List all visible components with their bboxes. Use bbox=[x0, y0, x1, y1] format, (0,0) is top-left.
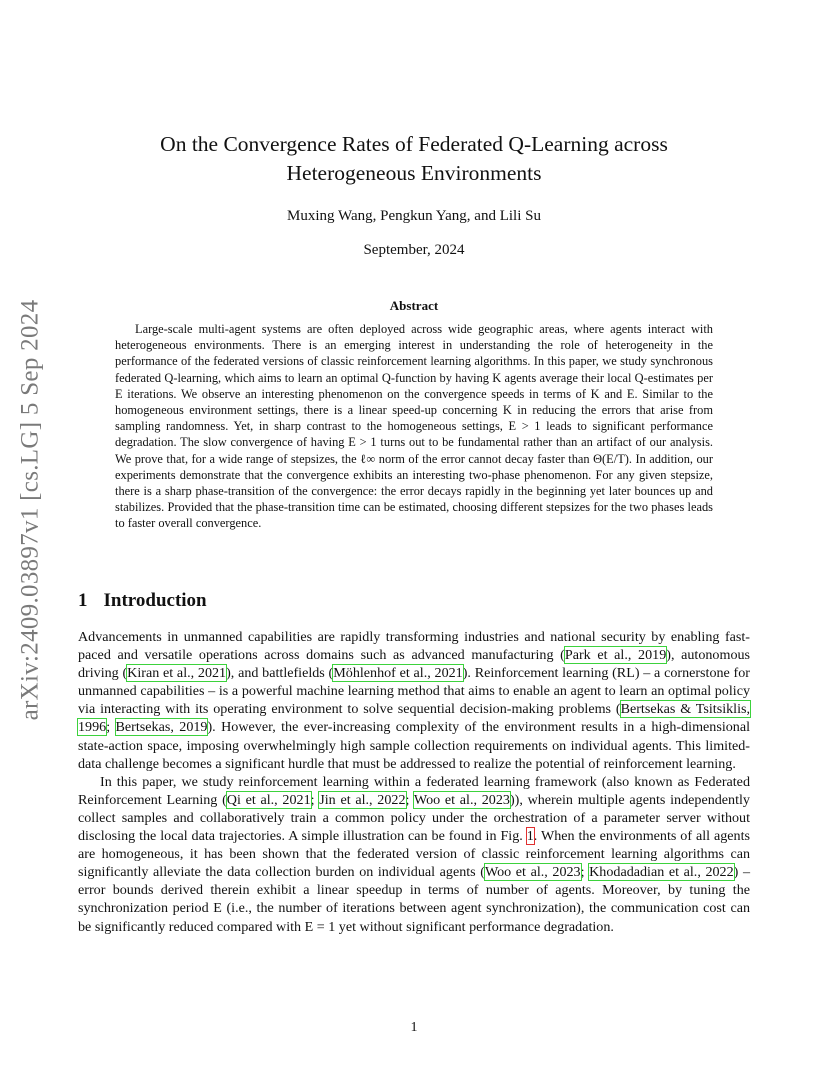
text-run: In this paper, we study reinforcement learning within a federated learning framework (also known as Federated Reinforcement Learning ( bbox=[78, 773, 750, 808]
citation-link[interactable]: Bertsekas, 2019 bbox=[115, 719, 208, 736]
citation-link[interactable]: Jin et al., 2022 bbox=[319, 791, 406, 808]
page-number: 1 bbox=[410, 1020, 418, 1035]
text-run: ; bbox=[405, 791, 414, 808]
text-run: )), wherein multiple agents independently collect samples and collaboratively train a common policy under the orchestration of a parameter server without disclosing the local data trajectories. A simple illustration can be found in Fig. bbox=[78, 791, 750, 845]
author-list: Muxing Wang, Pengkun Yang, and Lili Su bbox=[287, 208, 541, 224]
text-run: ; bbox=[310, 791, 320, 808]
citation-link[interactable]: Khodadadian et al., 2022 bbox=[589, 864, 734, 881]
text-run: Advancements in unmanned capabilities are rapidly transforming industries and national security by enabling fast-paced and versatile operations across domains such as advanced manufacturing ( bbox=[78, 629, 750, 664]
citation-link[interactable]: Möhlenhof et al., 2021 bbox=[333, 665, 463, 682]
title-line-2: Heterogeneous Environments bbox=[286, 161, 542, 185]
introduction-body bbox=[78, 628, 750, 936]
section-number: 1 bbox=[78, 590, 88, 611]
citation-link[interactable]: Kiran et al., 2021 bbox=[127, 665, 227, 682]
paragraph-1 bbox=[78, 628, 750, 773]
citation-link[interactable]: Woo et al., 2023 bbox=[413, 791, 510, 808]
citation-link[interactable]: Qi et al., 2021 bbox=[226, 791, 311, 808]
citation-link[interactable]: Bertsekas & Tsitsiklis, 1996 bbox=[78, 701, 751, 736]
abstract-text: Large-scale multi-agent systems are often deployed across wide geographic areas, where agents interact with heterogeneous environments. There is an emerging interest in understanding the role of heterogeneity in the performance of the federated versions of classic reinforcement learning algorithms. In this paper, we study synchronous federated Q-learning, which aims to learn an optimal Q-function by having K agents average their local Q-estimates per E iterations. We observe an interesting phenomenon on the convergence speeds in terms of K and E. Similar to the homogeneous environment settings, there is a linear speed-up concerning K in reducing the errors that arise from sampling randomness. Yet, in sharp contrast to the homogeneous settings, E > 1 leads to significant performance degradation. The slow convergence of having E > 1 turns out to be fundamental rather than an artifact of our analysis. We prove that, for a wide range of stepsizes, the ℓ∞ norm of the error cannot decay faster than Θ(E/T). In addition, our experiments demonstrate that the convergence exhibits an interesting two-phase phenomenon. For any given stepsize, there is a sharp phase-transition of the convergence: the error decays rapidly in the beginning yet later bounces up and stabilizes. Provided that the phase-transition time can be estimated, choosing different stepsizes for the two phases leads to faster overall convergence. bbox=[115, 322, 713, 531]
arxiv-identifier-text: arXiv:2409.03897v1 [cs.LG] 5 Sep 2024 bbox=[16, 299, 43, 721]
citation-link[interactable]: Park et al., 2019 bbox=[564, 647, 667, 664]
text-run: ; bbox=[580, 864, 590, 881]
paragraph-2 bbox=[78, 773, 750, 936]
section-heading-introduction bbox=[78, 590, 758, 612]
figure-reference-link[interactable]: 1 bbox=[526, 828, 534, 845]
arxiv-identifier-stamp bbox=[2, 300, 58, 720]
text-run: ) – error bounds derived therein exhibit a linear speedup in terms of number of agents. Moreover, by tuning the synchronization period E (i.e., the number of iterations between agent synchronization), the communication cost can be significantly reduced compared with E = 1 yet without significant performance degradation. bbox=[78, 864, 750, 935]
section-title: Introduction bbox=[103, 590, 207, 611]
text-run: ), autonomous driving ( bbox=[78, 647, 751, 682]
abstract-heading: Abstract bbox=[389, 298, 439, 313]
title-line-1: On the Convergence Rates of Federated Q-Learning across bbox=[160, 132, 668, 156]
text-run: ), and battlefields ( bbox=[226, 665, 334, 682]
text-run: ; bbox=[106, 719, 116, 736]
publication-date: September, 2024 bbox=[363, 242, 465, 258]
text-run: . When the environments of all agents are homogeneous, it has been shown that the federated version of classic reinforcement learning algorithms can significantly alleviate the data collection burden on individual agents ( bbox=[78, 828, 750, 881]
citation-link[interactable]: Woo et al., 2023 bbox=[484, 864, 581, 881]
text-run: ). Reinforcement learning (RL) – a cornerstone for unmanned capabilities – is a powerful machine learning method that aims to enable an agent to learn an optimal policy via interacting with its operating environment to solve sequential decision-making problems ( bbox=[78, 665, 750, 718]
text-run: ). However, the ever-increasing complexity of the environment results in a high-dimensional state-action space, imposing overwhelmingly high sample collection requirements on individual agents. This limited-data challenge becomes a significant hurdle that must be addressed to realize the potential of reinforcement learning. bbox=[78, 719, 750, 772]
paper-title bbox=[110, 130, 718, 188]
